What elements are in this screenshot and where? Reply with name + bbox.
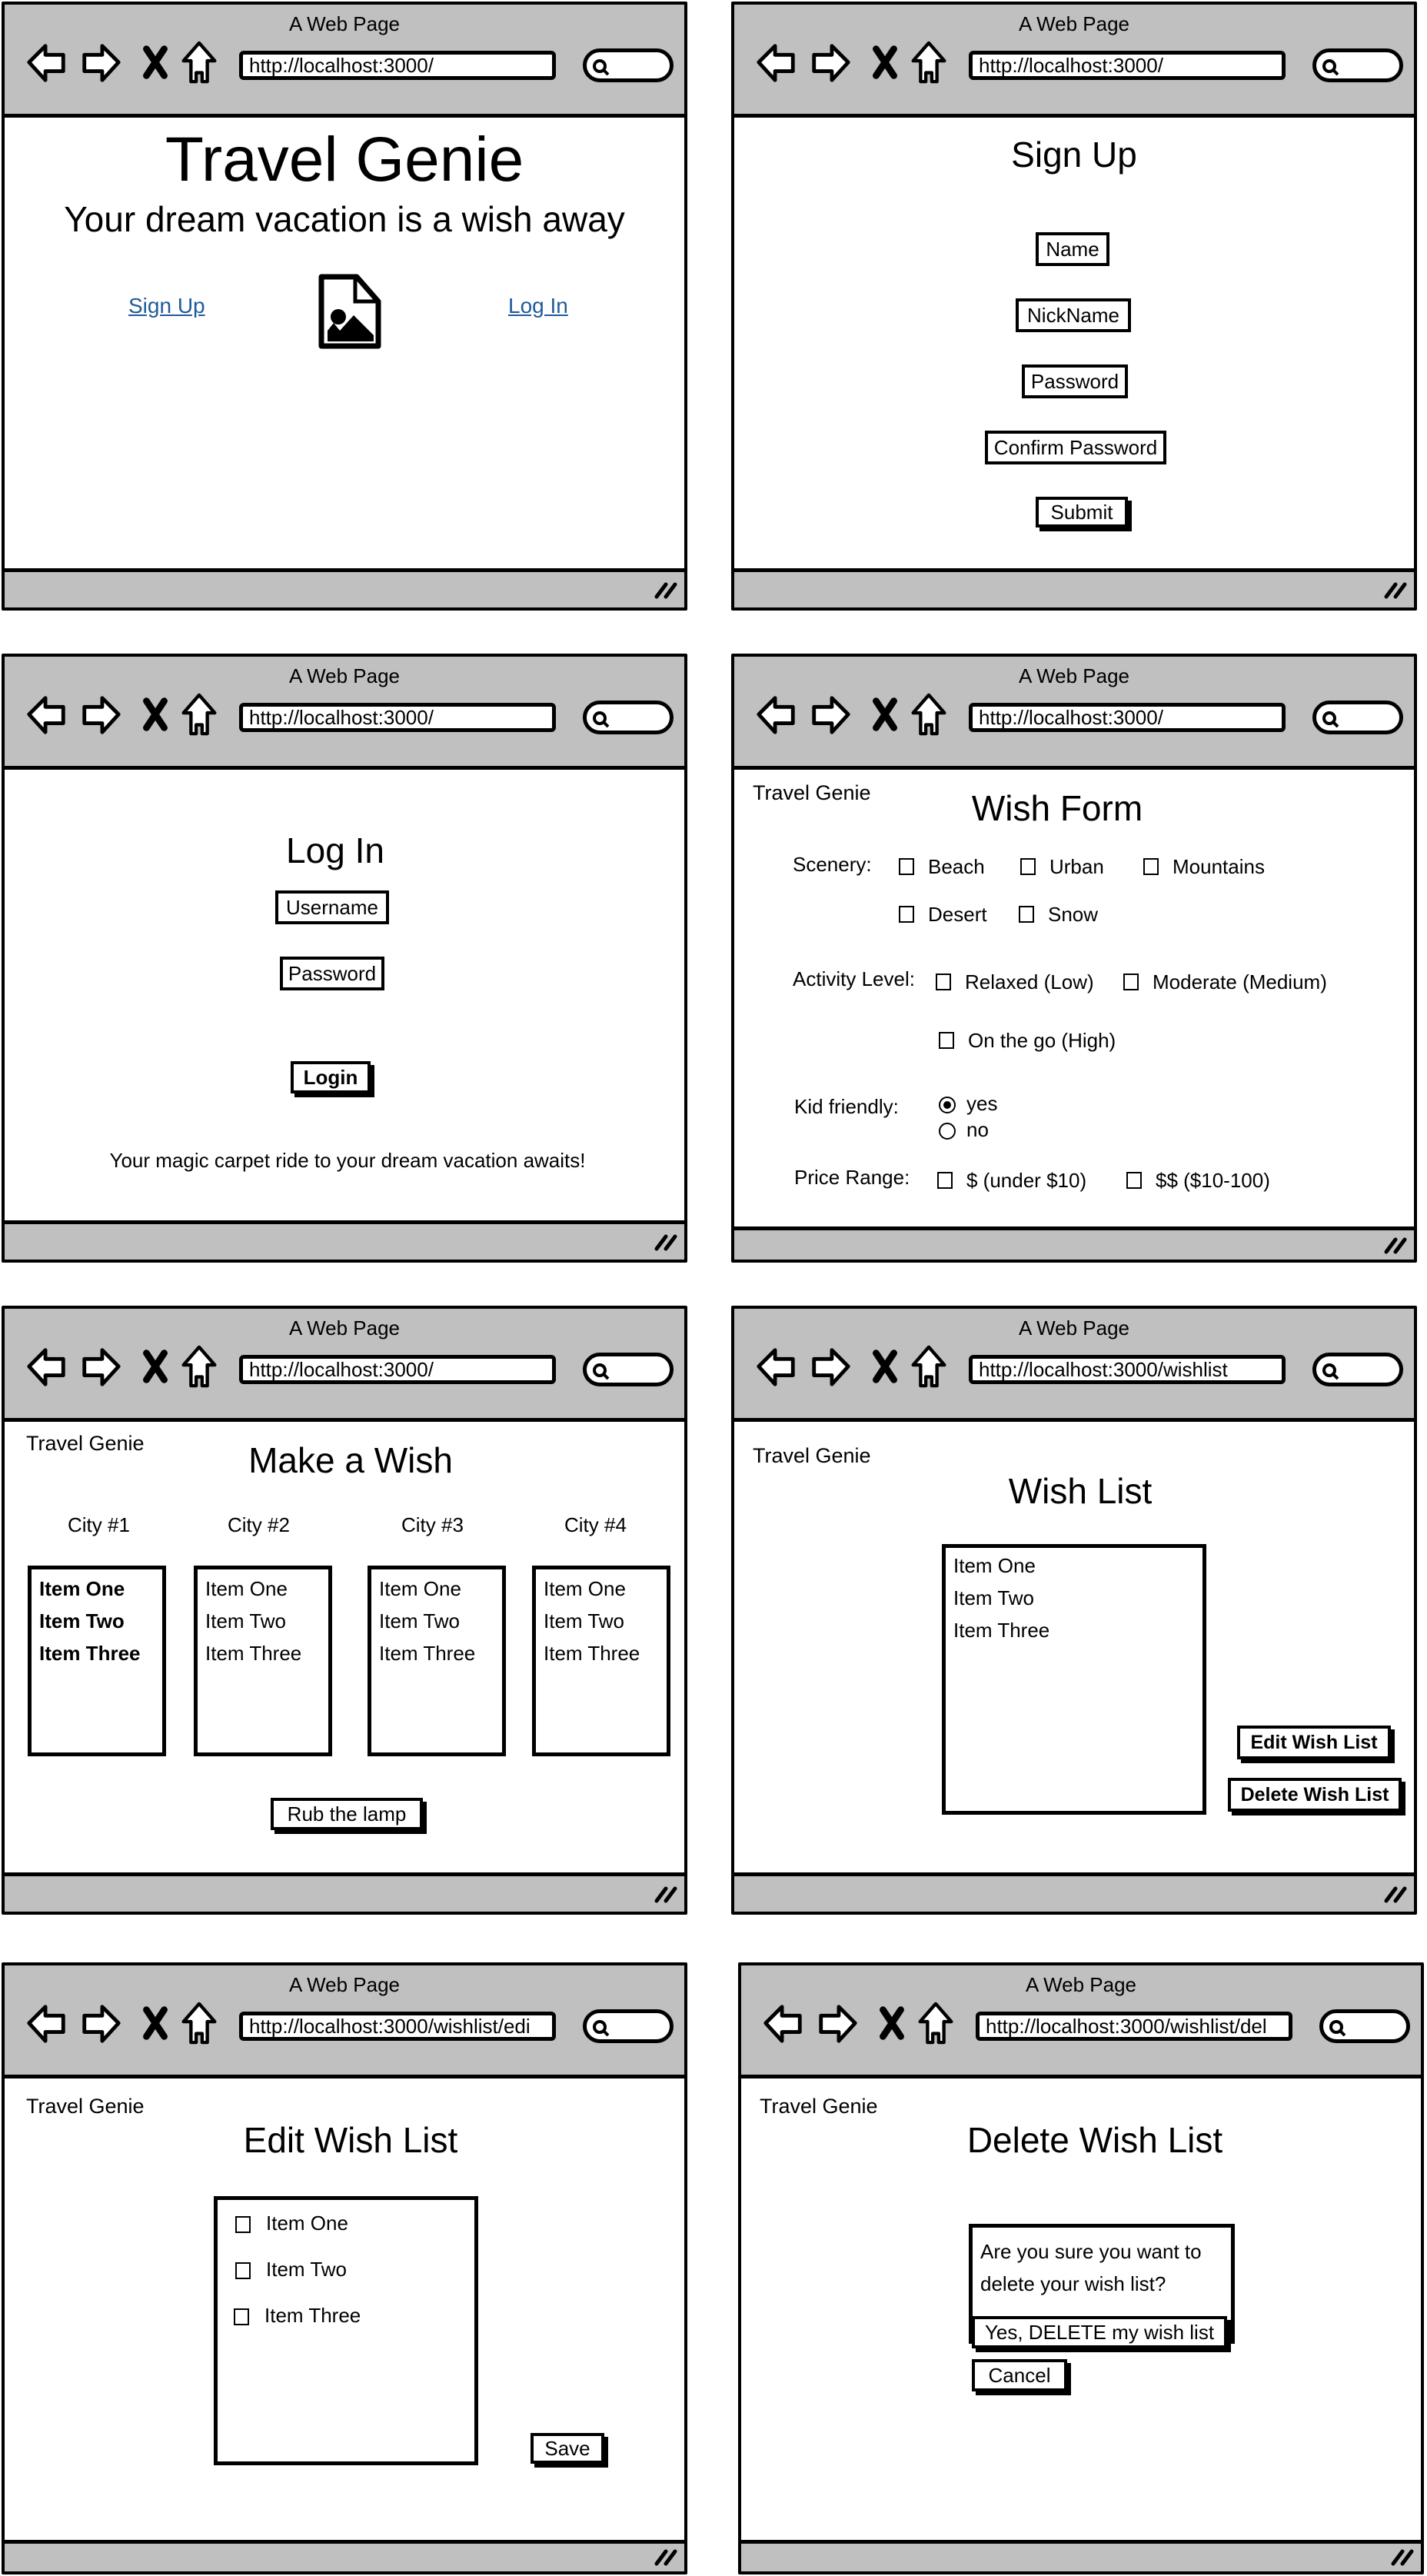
list-item[interactable]: Item One bbox=[379, 1577, 461, 1600]
address-bar[interactable]: http://localhost:3000/wishlist bbox=[969, 1355, 1286, 1384]
home-icon[interactable] bbox=[916, 2001, 955, 2045]
back-arrow-icon[interactable] bbox=[754, 1344, 799, 1389]
search-box[interactable] bbox=[1312, 1353, 1403, 1386]
address-bar[interactable]: http://localhost:3000/wishlist/del bbox=[976, 2012, 1292, 2041]
status-bar bbox=[5, 568, 684, 607]
panel-wish-form bbox=[731, 654, 1417, 1263]
save-button[interactable]: Save bbox=[531, 2433, 604, 2464]
price-mid-checkbox[interactable] bbox=[1126, 1172, 1142, 1189]
browser-chrome bbox=[5, 657, 684, 770]
window-title: A Web Page bbox=[1018, 664, 1130, 687]
forward-arrow-icon[interactable] bbox=[815, 2001, 860, 2045]
status-bar bbox=[741, 2540, 1421, 2571]
resize-grip-icon[interactable] bbox=[654, 1882, 678, 1904]
page-title: Wish List bbox=[1008, 1471, 1153, 1511]
window-title: A Web Page bbox=[288, 1316, 401, 1340]
resize-grip-icon[interactable] bbox=[654, 2545, 678, 2567]
page-title: Travel Genie bbox=[165, 125, 524, 195]
panel-edit-wish-list bbox=[2, 1962, 687, 2574]
back-arrow-icon[interactable] bbox=[25, 692, 69, 737]
forward-arrow-icon[interactable] bbox=[78, 1344, 123, 1389]
scenery-desert-checkbox[interactable] bbox=[899, 906, 914, 923]
resize-grip-icon[interactable] bbox=[1383, 1882, 1408, 1904]
kid-friendly-yes-radio[interactable] bbox=[939, 1097, 956, 1113]
forward-arrow-icon[interactable] bbox=[808, 1344, 853, 1389]
activity-high-checkbox[interactable] bbox=[939, 1032, 954, 1049]
rub-the-lamp-button[interactable]: Rub the lamp bbox=[271, 1798, 423, 1830]
status-bar bbox=[734, 1226, 1414, 1260]
wish-list-box[interactable] bbox=[942, 1544, 1206, 1815]
close-x-icon[interactable] bbox=[876, 2001, 907, 2045]
edit-wish-list-button[interactable]: Edit Wish List bbox=[1237, 1726, 1391, 1759]
back-arrow-icon[interactable] bbox=[754, 40, 799, 85]
list-item[interactable]: Item Two bbox=[379, 1609, 461, 1632]
search-box[interactable] bbox=[583, 1353, 674, 1386]
panel-log-in bbox=[2, 654, 687, 1263]
brand-label: Travel Genie bbox=[26, 1432, 145, 1455]
resize-grip-icon[interactable] bbox=[654, 578, 678, 600]
delete-wish-list-button[interactable]: Delete Wish List bbox=[1228, 1778, 1402, 1812]
resize-grip-icon[interactable] bbox=[654, 1230, 678, 1252]
scenery-beach-label: Beach bbox=[928, 855, 985, 878]
kid-friendly-no-radio[interactable] bbox=[939, 1123, 956, 1140]
scenery-label: Scenery: bbox=[793, 853, 872, 876]
price-low-label: $ (under $10) bbox=[966, 1169, 1087, 1192]
brand-label: Travel Genie bbox=[753, 1444, 871, 1467]
city-3-list[interactable] bbox=[368, 1566, 506, 1756]
close-x-icon[interactable] bbox=[870, 692, 900, 737]
kid-friendly-yes-label: yes bbox=[966, 1092, 998, 1115]
forward-arrow-icon[interactable] bbox=[808, 692, 853, 737]
city-2-list[interactable] bbox=[194, 1566, 332, 1756]
home-icon[interactable] bbox=[180, 40, 218, 85]
activity-level-label: Activity Level: bbox=[793, 967, 915, 990]
status-bar bbox=[734, 1872, 1414, 1912]
address-bar[interactable]: http://localhost:3000/ bbox=[239, 703, 556, 732]
browser-chrome bbox=[5, 5, 684, 118]
status-bar bbox=[5, 1220, 684, 1260]
search-icon bbox=[1321, 710, 1341, 730]
scenery-urban-label: Urban bbox=[1049, 855, 1104, 878]
browser-chrome bbox=[741, 1965, 1421, 2078]
price-mid-label: $$ ($10-100) bbox=[1156, 1169, 1270, 1192]
close-x-icon[interactable] bbox=[140, 40, 171, 85]
search-box[interactable] bbox=[1319, 2009, 1410, 2043]
back-arrow-icon[interactable] bbox=[754, 692, 799, 737]
list-item[interactable]: Item Three bbox=[205, 1642, 302, 1665]
home-icon[interactable] bbox=[180, 1344, 218, 1389]
window-title: A Web Page bbox=[1025, 1973, 1137, 1996]
close-x-icon[interactable] bbox=[140, 692, 171, 737]
scenery-snow-checkbox[interactable] bbox=[1019, 906, 1034, 923]
list-item[interactable]: Item Two bbox=[953, 1586, 1035, 1609]
list-item[interactable]: Item Three bbox=[39, 1642, 141, 1665]
scenery-desert-label: Desert bbox=[928, 903, 987, 926]
sign-up-link[interactable]: Sign Up bbox=[128, 294, 205, 318]
activity-moderate-label: Moderate (Medium) bbox=[1153, 970, 1327, 993]
browser-chrome bbox=[5, 1309, 684, 1422]
resize-grip-icon[interactable] bbox=[1383, 578, 1408, 600]
back-arrow-icon[interactable] bbox=[25, 2001, 69, 2045]
confirm-password-field[interactable]: Confirm Password bbox=[985, 431, 1166, 464]
browser-chrome bbox=[734, 657, 1414, 770]
list-item[interactable]: Item One bbox=[39, 1577, 125, 1600]
item-three-checkbox[interactable] bbox=[234, 2308, 249, 2325]
kid-friendly-label: Kid friendly: bbox=[794, 1095, 899, 1118]
edit-list-box bbox=[214, 2196, 478, 2465]
home-icon[interactable] bbox=[180, 692, 218, 737]
page-title: Delete Wish List bbox=[966, 2120, 1223, 2160]
search-box[interactable] bbox=[1312, 48, 1403, 82]
activity-moderate-checkbox[interactable] bbox=[1123, 973, 1139, 990]
window-title: A Web Page bbox=[288, 664, 401, 687]
tagline: Your magic carpet ride to your dream vacation awaits! bbox=[109, 1149, 586, 1172]
city-3-label: City #3 bbox=[401, 1513, 464, 1536]
name-field[interactable]: Name bbox=[1036, 232, 1109, 266]
page-title: Edit Wish List bbox=[243, 2120, 458, 2160]
image-placeholder-icon bbox=[315, 274, 384, 351]
home-icon[interactable] bbox=[910, 40, 948, 85]
cancel-button[interactable]: Cancel bbox=[972, 2359, 1067, 2391]
page-title: Wish Form bbox=[971, 788, 1143, 828]
address-bar[interactable]: http://localhost:3000/ bbox=[969, 703, 1286, 732]
item-three-label: Item Three bbox=[264, 2304, 361, 2327]
confirm-message-line-2: delete your wish list? bbox=[980, 2272, 1166, 2295]
password-field[interactable]: Password bbox=[1022, 364, 1128, 398]
back-arrow-icon[interactable] bbox=[25, 40, 69, 85]
home-icon[interactable] bbox=[180, 2001, 218, 2045]
item-one-label: Item One bbox=[266, 2212, 348, 2235]
panel-delete-wish-list bbox=[738, 1962, 1424, 2574]
forward-arrow-icon[interactable] bbox=[808, 40, 853, 85]
log-in-link[interactable]: Log In bbox=[508, 294, 568, 318]
address-bar[interactable]: http://localhost:3000/ bbox=[239, 51, 556, 80]
address-bar[interactable]: http://localhost:3000/wishlist/edi bbox=[239, 2012, 556, 2041]
window-title: A Web Page bbox=[1018, 12, 1130, 35]
nickname-field[interactable]: NickName bbox=[1016, 298, 1131, 332]
scenery-beach-checkbox[interactable] bbox=[899, 858, 914, 875]
panel-wish-list bbox=[731, 1306, 1417, 1915]
brand-label: Travel Genie bbox=[760, 2095, 878, 2118]
browser-chrome bbox=[5, 1965, 684, 2078]
item-two-checkbox[interactable] bbox=[235, 2262, 251, 2279]
forward-arrow-icon[interactable] bbox=[78, 692, 123, 737]
page-title: Log In bbox=[286, 830, 384, 870]
city-1-label: City #1 bbox=[68, 1513, 130, 1536]
list-item[interactable]: Item One bbox=[544, 1577, 626, 1600]
resize-grip-icon[interactable] bbox=[1390, 2545, 1415, 2567]
password-field[interactable]: Password bbox=[280, 957, 384, 990]
submit-button[interactable]: Submit bbox=[1036, 497, 1128, 528]
price-low-checkbox[interactable] bbox=[937, 1172, 953, 1189]
window-title: A Web Page bbox=[1018, 1316, 1130, 1340]
search-box[interactable] bbox=[583, 2009, 674, 2043]
back-arrow-icon[interactable] bbox=[25, 1344, 69, 1389]
list-item[interactable]: Item Two bbox=[39, 1609, 125, 1632]
city-4-list[interactable] bbox=[532, 1566, 670, 1756]
scenery-snow-label: Snow bbox=[1048, 903, 1099, 926]
address-bar[interactable]: http://localhost:3000/ bbox=[969, 51, 1286, 80]
browser-chrome bbox=[734, 5, 1414, 118]
forward-arrow-icon[interactable] bbox=[78, 2001, 123, 2045]
item-two-label: Item Two bbox=[266, 2258, 348, 2281]
panel-sign-up bbox=[731, 2, 1417, 611]
page-title: Make a Wish bbox=[248, 1440, 453, 1480]
close-x-icon[interactable] bbox=[140, 2001, 171, 2045]
search-box[interactable] bbox=[583, 48, 674, 82]
list-item[interactable]: Item Three bbox=[379, 1642, 476, 1665]
panel-make-a-wish bbox=[2, 1306, 687, 1915]
activity-high-label: On the go (High) bbox=[968, 1029, 1116, 1052]
username-field[interactable]: Username bbox=[275, 890, 389, 924]
kid-friendly-no-label: no bbox=[966, 1118, 989, 1141]
login-button[interactable]: Login bbox=[291, 1061, 371, 1093]
brand-label: Travel Genie bbox=[26, 2095, 145, 2118]
search-box[interactable] bbox=[1312, 701, 1403, 734]
close-x-icon[interactable] bbox=[140, 1344, 171, 1389]
tagline: Your dream vacation is a wish away bbox=[64, 199, 625, 239]
home-icon[interactable] bbox=[910, 1344, 948, 1389]
city-1-list[interactable] bbox=[28, 1566, 166, 1756]
back-arrow-icon[interactable] bbox=[761, 2001, 806, 2045]
close-x-icon[interactable] bbox=[870, 40, 900, 85]
address-bar[interactable]: http://localhost:3000/ bbox=[239, 1355, 556, 1384]
window-title: A Web Page bbox=[288, 12, 401, 35]
confirm-message-line-1: Are you sure you want to bbox=[980, 2240, 1202, 2263]
scenery-mountains-checkbox[interactable] bbox=[1143, 858, 1159, 875]
activity-relaxed-checkbox[interactable] bbox=[936, 973, 951, 990]
price-range-label: Price Range: bbox=[794, 1166, 910, 1189]
list-item[interactable]: Item One bbox=[205, 1577, 288, 1600]
item-one-checkbox[interactable] bbox=[235, 2216, 251, 2233]
search-icon bbox=[1328, 2019, 1348, 2039]
list-item[interactable]: Item Two bbox=[205, 1609, 287, 1632]
home-icon[interactable] bbox=[910, 692, 948, 737]
list-item[interactable]: Item One bbox=[953, 1554, 1036, 1577]
search-icon bbox=[1321, 58, 1341, 78]
search-icon bbox=[1321, 1362, 1341, 1382]
scenery-mountains-label: Mountains bbox=[1173, 855, 1265, 878]
status-bar bbox=[5, 1872, 684, 1912]
confirm-delete-button[interactable]: Yes, DELETE my wish list bbox=[972, 2316, 1227, 2348]
list-item[interactable]: Item Three bbox=[544, 1642, 640, 1665]
resize-grip-icon[interactable] bbox=[1383, 1233, 1408, 1255]
search-icon bbox=[591, 710, 611, 730]
list-item[interactable]: Item Three bbox=[953, 1619, 1050, 1642]
status-bar bbox=[734, 568, 1414, 607]
close-x-icon[interactable] bbox=[870, 1344, 900, 1389]
list-item[interactable]: Item Two bbox=[544, 1609, 625, 1632]
brand-label: Travel Genie bbox=[753, 781, 871, 804]
city-4-label: City #4 bbox=[564, 1513, 627, 1536]
forward-arrow-icon[interactable] bbox=[78, 40, 123, 85]
search-box[interactable] bbox=[583, 701, 674, 734]
search-icon bbox=[591, 58, 611, 78]
panel-home bbox=[2, 2, 687, 611]
status-bar bbox=[5, 2540, 684, 2571]
scenery-urban-checkbox[interactable] bbox=[1020, 858, 1036, 875]
browser-chrome bbox=[734, 1309, 1414, 1422]
city-2-label: City #2 bbox=[228, 1513, 290, 1536]
page-title: Sign Up bbox=[1011, 135, 1137, 175]
activity-relaxed-label: Relaxed (Low) bbox=[965, 970, 1094, 993]
search-icon bbox=[591, 2019, 611, 2039]
search-icon bbox=[591, 1362, 611, 1382]
window-title: A Web Page bbox=[288, 1973, 401, 1996]
